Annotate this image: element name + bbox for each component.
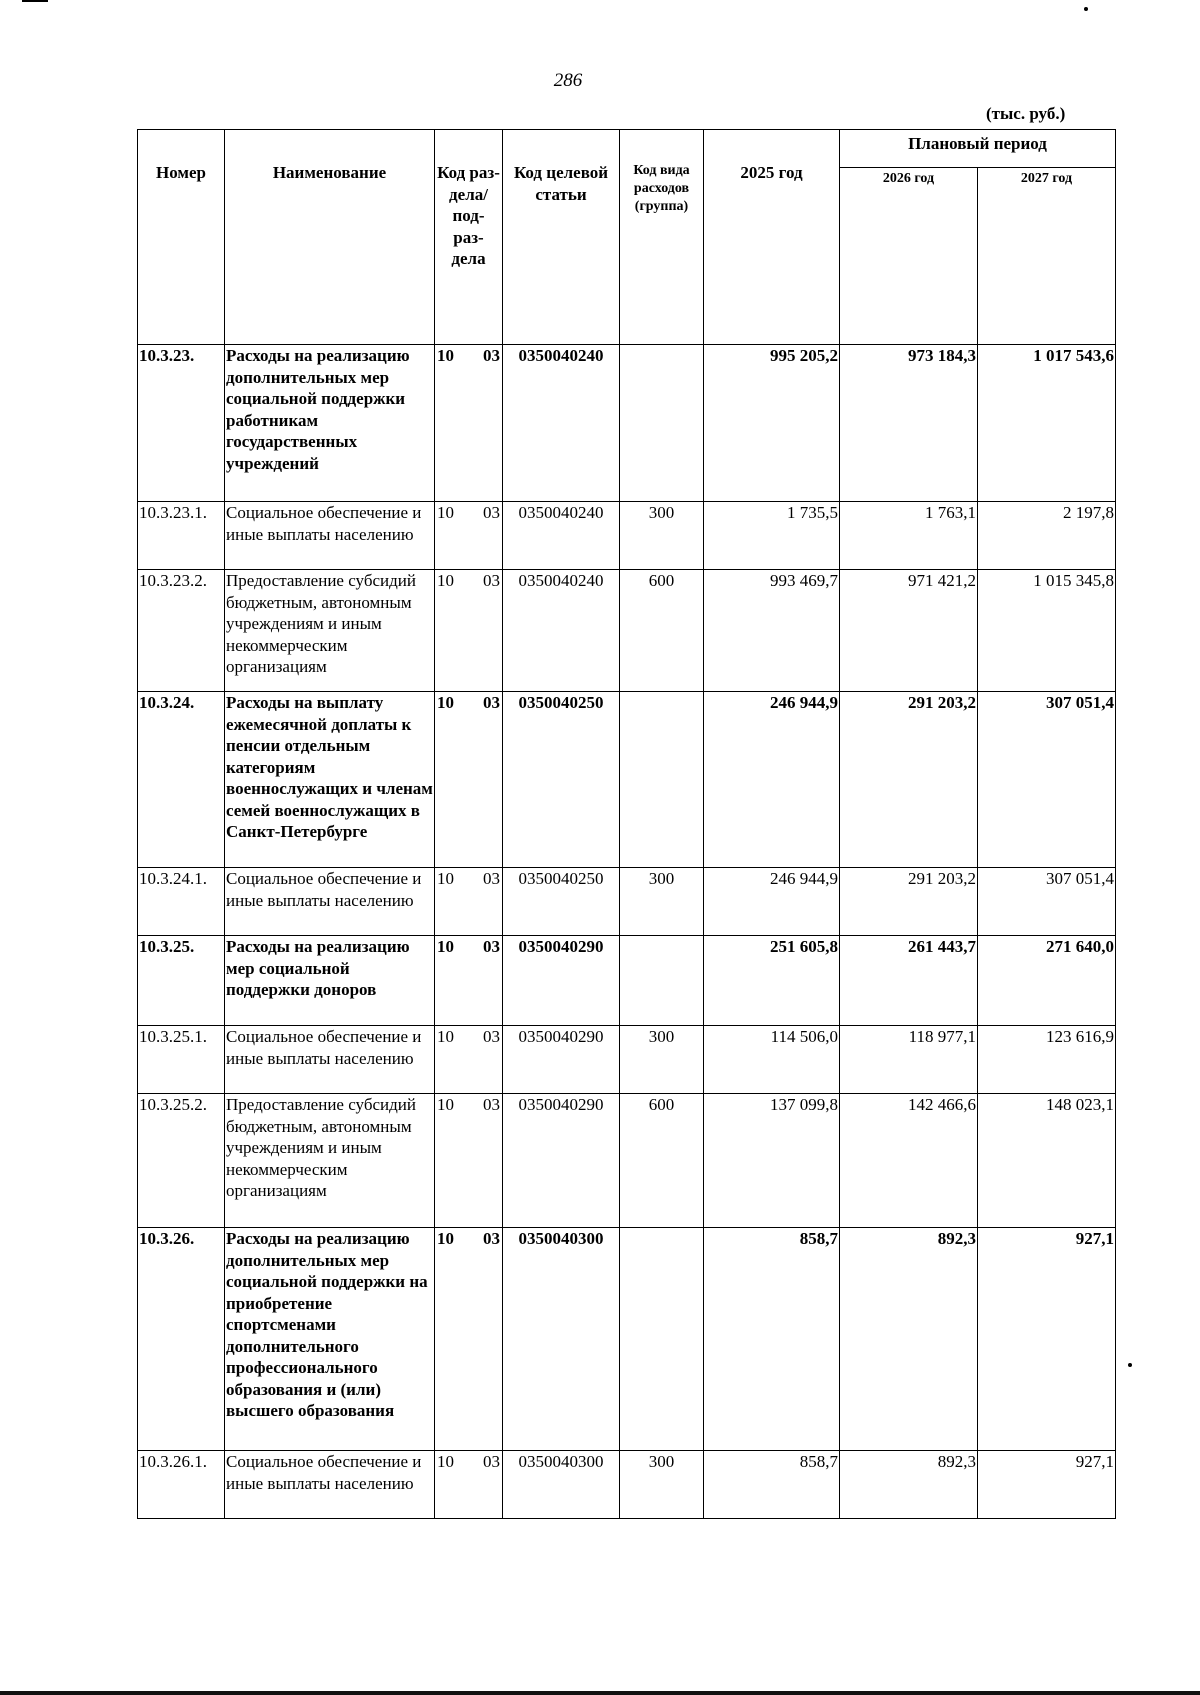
table-row — [138, 692, 1116, 868]
row-value-2025: 251 605,8 — [704, 936, 840, 1026]
row-number: 10.3.25.1. — [138, 1026, 225, 1094]
table-row — [138, 868, 1116, 936]
row-expense-group — [620, 1228, 704, 1451]
row-value-2026: 291 203,2 — [840, 692, 978, 868]
row-value-2026: 291 203,2 — [840, 868, 978, 936]
row-value-2025: 114 506,0 — [704, 1026, 840, 1094]
row-section-code — [435, 936, 503, 1026]
row-value-2026: 892,3 — [840, 1451, 978, 1519]
row-name: Расходы на выплату ежемесячной доплаты к пенсии отдельным категориям военнослужащих и членам семей военнослужащих в Санкт-Петербурге — [225, 692, 435, 868]
row-subsection: 03 — [483, 937, 500, 956]
scan-edge-mark — [22, 0, 48, 2]
row-number: 10.3.23.1. — [138, 502, 225, 570]
row-expense-group — [620, 345, 704, 502]
row-value-2027: 1 017 543,6 — [978, 345, 1116, 502]
row-target-code: 0350040290 — [503, 1094, 620, 1228]
row-value-2026: 118 977,1 — [840, 1026, 978, 1094]
row-number: 10.3.25.2. — [138, 1094, 225, 1228]
row-expense-group: 600 — [620, 1094, 704, 1228]
row-subsection: 03 — [483, 503, 500, 522]
header-number: Номер — [138, 130, 225, 345]
row-value-2026: 1 763,1 — [840, 502, 978, 570]
row-number: 10.3.25. — [138, 936, 225, 1026]
table-row — [138, 345, 1116, 502]
row-name: Расходы на реализацию дополнительных мер социальной поддержки на приобретение спортсменами дополнительного профессионального образования и (или) высшего образования — [225, 1228, 435, 1451]
row-value-2025: 858,7 — [704, 1451, 840, 1519]
row-value-2026: 973 184,3 — [840, 345, 978, 502]
row-section-code — [435, 1094, 503, 1228]
row-section-code — [435, 868, 503, 936]
row-value-2026: 142 466,6 — [840, 1094, 978, 1228]
row-subsection: 03 — [483, 1027, 500, 1046]
row-section: 10 — [437, 503, 454, 522]
table-body — [138, 345, 1116, 1519]
row-target-code: 0350040250 — [503, 868, 620, 936]
row-value-2025: 995 205,2 — [704, 345, 840, 502]
row-expense-group: 300 — [620, 868, 704, 936]
row-section-code — [435, 1228, 503, 1451]
budget-table — [137, 129, 1116, 1519]
row-value-2027: 307 051,4 — [978, 868, 1116, 936]
row-section: 10 — [437, 937, 454, 956]
row-target-code: 0350040290 — [503, 1026, 620, 1094]
row-value-2027: 927,1 — [978, 1451, 1116, 1519]
row-expense-group: 300 — [620, 502, 704, 570]
header-expense-type-code: Код вида расходов (группа) — [620, 130, 704, 345]
row-subsection: 03 — [483, 571, 500, 590]
row-number: 10.3.23.2. — [138, 570, 225, 692]
units-label: (тыс. руб.) — [986, 104, 1066, 123]
row-target-code: 0350040290 — [503, 936, 620, 1026]
header-year-2025: 2025 год — [704, 130, 840, 345]
row-value-2025: 137 099,8 — [704, 1094, 840, 1228]
row-number: 10.3.26.1. — [138, 1451, 225, 1519]
row-section: 10 — [437, 1452, 454, 1471]
table-row — [138, 1026, 1116, 1094]
row-target-code: 0350040240 — [503, 570, 620, 692]
row-section-code — [435, 345, 503, 502]
row-name: Расходы на реализацию мер социальной поддержки доноров — [225, 936, 435, 1026]
row-value-2027: 1 015 345,8 — [978, 570, 1116, 692]
row-name: Предоставление субсидий бюджетным, автономным учреждениям и иным некоммерческим организациям — [225, 570, 435, 692]
header-year-2027: 2027 год — [978, 168, 1116, 345]
row-value-2025: 246 944,9 — [704, 868, 840, 936]
row-section: 10 — [437, 1095, 454, 1114]
row-expense-group — [620, 936, 704, 1026]
row-expense-group: 300 — [620, 1451, 704, 1519]
row-section: 10 — [437, 1027, 454, 1046]
header-planned-period: Плановый период — [840, 130, 1116, 168]
row-name: Социальное обеспечение и иные выплаты населению — [225, 502, 435, 570]
row-section-code — [435, 502, 503, 570]
row-section-code — [435, 1026, 503, 1094]
header-name: Наименование — [225, 130, 435, 345]
row-value-2025: 246 944,9 — [704, 692, 840, 868]
row-target-code: 0350040240 — [503, 502, 620, 570]
row-section-code — [435, 570, 503, 692]
row-section: 10 — [437, 693, 454, 712]
table-row — [138, 1451, 1116, 1519]
row-name: Социальное обеспечение и иные выплаты населению — [225, 868, 435, 936]
row-subsection: 03 — [483, 693, 500, 712]
row-target-code: 0350040240 — [503, 345, 620, 502]
header-year-2026: 2026 год — [840, 168, 978, 345]
table-row — [138, 936, 1116, 1026]
row-number: 10.3.26. — [138, 1228, 225, 1451]
row-subsection: 03 — [483, 1229, 500, 1248]
row-number: 10.3.24.1. — [138, 868, 225, 936]
row-name: Социальное обеспечение и иные выплаты населению — [225, 1026, 435, 1094]
row-number: 10.3.23. — [138, 345, 225, 502]
row-name: Расходы на реализацию дополнительных мер социальной поддержки работникам государственных учреждений — [225, 345, 435, 502]
row-value-2027: 2 197,8 — [978, 502, 1116, 570]
row-subsection: 03 — [483, 346, 500, 365]
row-number: 10.3.24. — [138, 692, 225, 868]
row-target-code: 0350040300 — [503, 1451, 620, 1519]
row-target-code: 0350040250 — [503, 692, 620, 868]
header-target-code: Код целевой статьи — [503, 130, 620, 345]
row-value-2027: 271 640,0 — [978, 936, 1116, 1026]
scan-speck — [1128, 1363, 1132, 1367]
row-target-code: 0350040300 — [503, 1228, 620, 1451]
row-section-code — [435, 1451, 503, 1519]
row-value-2026: 892,3 — [840, 1228, 978, 1451]
row-subsection: 03 — [483, 1452, 500, 1471]
row-subsection: 03 — [483, 869, 500, 888]
row-value-2027: 927,1 — [978, 1228, 1116, 1451]
row-value-2027: 307 051,4 — [978, 692, 1116, 868]
table-row — [138, 1094, 1116, 1228]
row-name: Социальное обеспечение и иные выплаты населению — [225, 1451, 435, 1519]
table-row — [138, 502, 1116, 570]
row-expense-group: 600 — [620, 570, 704, 692]
row-expense-group — [620, 692, 704, 868]
row-value-2026: 261 443,7 — [840, 936, 978, 1026]
table-row — [138, 1228, 1116, 1451]
row-subsection: 03 — [483, 1095, 500, 1114]
row-value-2025: 858,7 — [704, 1228, 840, 1451]
row-section: 10 — [437, 1229, 454, 1248]
row-value-2027: 148 023,1 — [978, 1094, 1116, 1228]
row-value-2025: 993 469,7 — [704, 570, 840, 692]
row-section-code — [435, 692, 503, 868]
row-section: 10 — [437, 869, 454, 888]
row-section: 10 — [437, 571, 454, 590]
row-expense-group: 300 — [620, 1026, 704, 1094]
row-value-2026: 971 421,2 — [840, 570, 978, 692]
table-row — [138, 570, 1116, 692]
row-value-2025: 1 735,5 — [704, 502, 840, 570]
row-value-2027: 123 616,9 — [978, 1026, 1116, 1094]
page-number: 286 — [553, 70, 583, 91]
scan-speck — [1084, 7, 1088, 11]
header-section-code: Код раз- дела/ под- раз- дела — [435, 130, 503, 345]
row-section: 10 — [437, 346, 454, 365]
scan-edge-mark — [0, 1691, 1200, 1695]
row-name: Предоставление субсидий бюджетным, автономным учреждениям и иным некоммерческим организациям — [225, 1094, 435, 1228]
